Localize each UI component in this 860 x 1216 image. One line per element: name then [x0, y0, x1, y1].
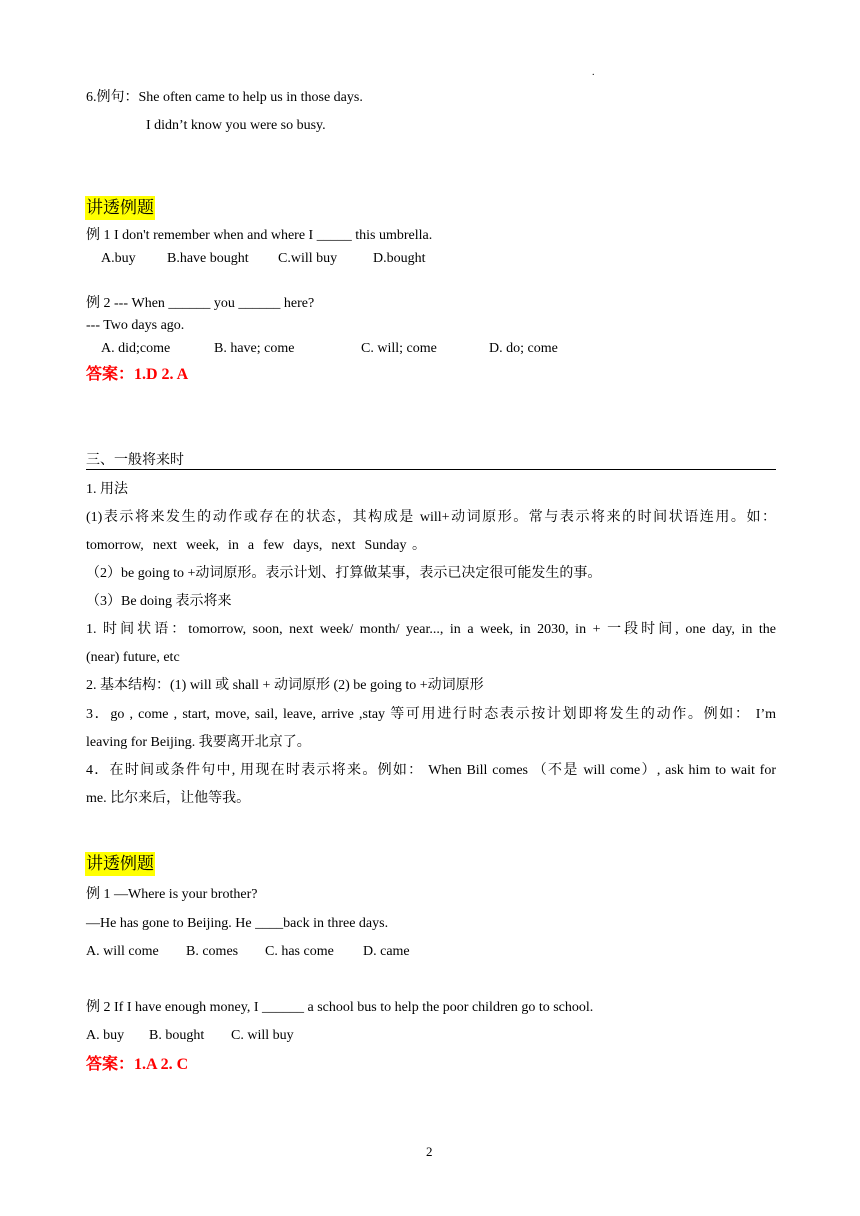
option-a: A. buy	[86, 1028, 125, 1043]
header-mark: .	[592, 67, 595, 78]
example-1-question: 例 1 I don't remember when and where I _____ this umbrella.	[86, 228, 433, 243]
basic-structure: 2. 基本结构：(1) will 或 shall + 动词原形 (2) be going to +动词原形	[86, 678, 484, 693]
example-1-question-b: 例 1 —Where is your brother?	[86, 887, 258, 902]
option-c: C. will buy	[231, 1028, 294, 1043]
option-b: B.have bought	[167, 251, 249, 266]
option-d: D.bought	[373, 251, 426, 266]
answer-block-1: 答案：1.D 2. A	[86, 366, 189, 383]
option-d: D. do; come	[489, 341, 558, 356]
example-2-options-b	[86, 1027, 294, 1045]
answer-block-2: 答案：1.A 2. C	[86, 1056, 189, 1073]
present-for-future-cont: me. 比尔来后，让他等我。	[86, 791, 251, 806]
progressive-for-future: 3．go , come , start, move, sail, leave, arrive ,stay 等可用进行时态表示按计划即将发生的动作。例如： I’m	[86, 707, 776, 722]
option-c: C. has come	[265, 944, 334, 959]
option-d: D. came	[363, 944, 410, 959]
example-1-options	[101, 250, 426, 268]
example-1-options-b	[86, 943, 410, 961]
option-c: C. will; come	[361, 341, 437, 356]
usage-point-3: （3）Be doing 表示将来	[86, 594, 232, 609]
example-2-question: 例 2 --- When ______ you ______ here?	[86, 296, 315, 311]
option-b: B. comes	[186, 944, 239, 959]
option-b: B. have; come	[214, 341, 295, 356]
time-adverbials: 1. 时间状语：tomorrow, soon, next week/ month/ year..., in a week, in 2030, in + 一段时间, one day, in the	[86, 622, 776, 637]
option-a: A. did;come	[101, 341, 171, 356]
usage-title: 1. 用法	[86, 482, 128, 497]
option-a: A. will come	[86, 944, 159, 959]
time-adverbials-cont: (near) future, etc	[86, 650, 180, 665]
usage-point-1-cont: tomorrow, next week, in a few days, next Sunday。	[86, 538, 426, 553]
example-sentence-1: 6.例句：She often came to help us in those days.	[86, 90, 363, 105]
present-for-future: 4．在时间或条件句中, 用现在时表示将来。例如： When Bill comes （不是 will come）, ask him to wait for	[86, 763, 776, 778]
section-heading-examples-2: 讲透例题	[85, 852, 155, 876]
example-2-reply: --- Two days ago.	[86, 318, 185, 333]
section-title: 三、一般将来时	[86, 453, 184, 468]
section-title-rule	[86, 469, 776, 470]
usage-point-2: （2）be going to +动词原形。表示计划、打算做某事，表示已决定很可能发生的事。	[86, 566, 602, 581]
progressive-for-future-cont: leaving for Beijing. 我要离开北京了。	[86, 735, 311, 750]
example-1-reply-b: —He has gone to Beijing. He ____back in three days.	[86, 916, 389, 931]
usage-point-1: (1)表示将来发生的动作或存在的状态，其构成是 will+动词原形。常与表示将来的时间状语连用。如：	[86, 510, 776, 525]
page-number: 2	[426, 1144, 433, 1159]
example-sentence-2: I didn’t know you were so busy.	[146, 118, 326, 133]
option-a: A.buy	[101, 251, 136, 266]
example-2-question-b: 例 2 If I have enough money, I ______ a school bus to help the poor children go to school.	[86, 1000, 594, 1015]
option-c: C.will buy	[278, 251, 338, 266]
example-2-options	[101, 340, 558, 358]
section-heading-examples-1: 讲透例题	[85, 196, 155, 220]
option-b: B. bought	[149, 1028, 205, 1043]
